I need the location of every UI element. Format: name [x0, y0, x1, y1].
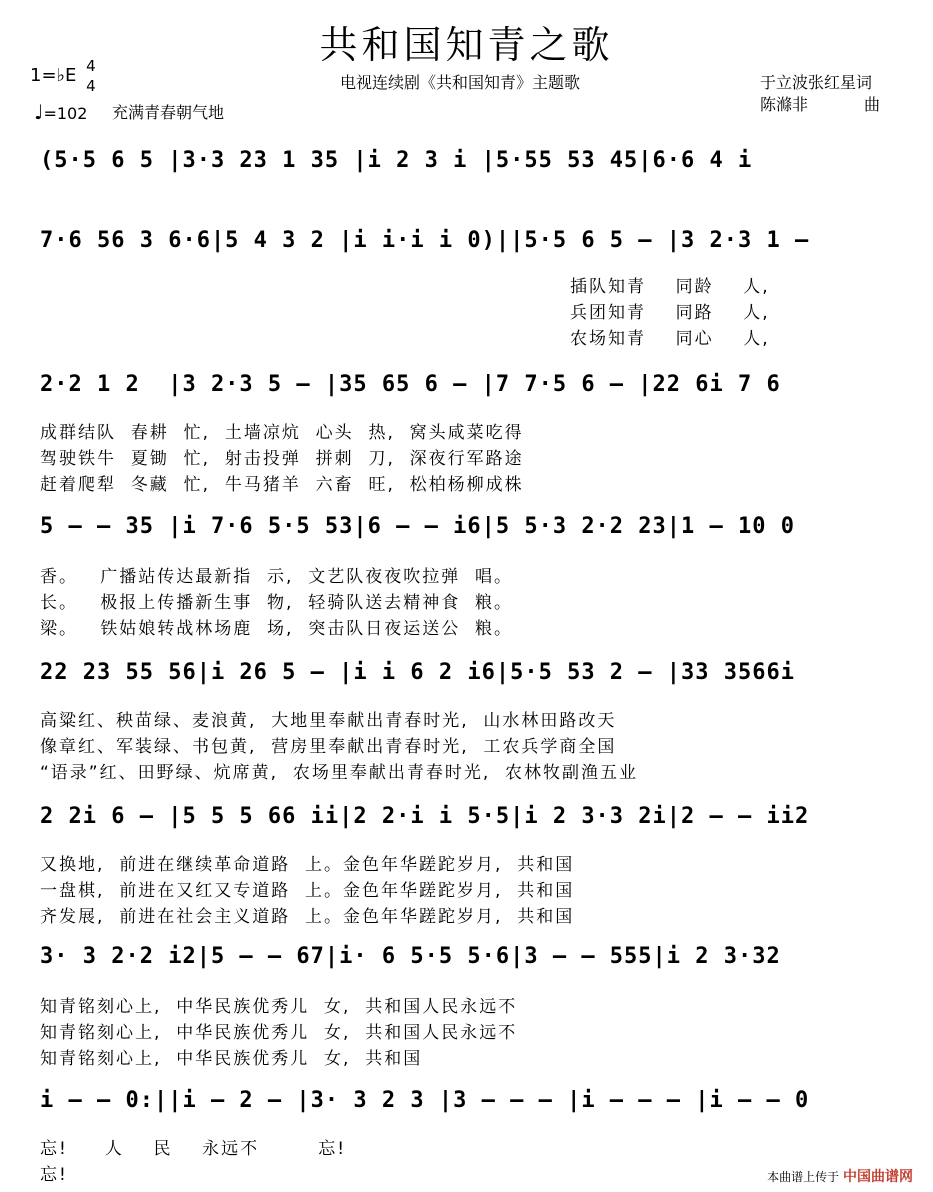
verse-intro-line: 插队知青 同龄 人,: [570, 277, 770, 297]
staff-line: 3· 3 2·2 i2|5 – – 67|i· 6 5·5 5·6|3 – – 555|i 2 3·32: [40, 944, 781, 969]
composer-credit: [760, 92, 900, 115]
composer-role: 曲: [863, 95, 880, 114]
tempo-marking: [34, 100, 87, 124]
staff-line: 2·2 1 2 |3 2·3 5 – |35 65 6 – |7 7·5 6 – |22 6i 7 6: [40, 372, 781, 397]
lyric-line: 又换地, 前进在继续革命道路 上。金色年华蹉跎岁月, 共和国: [40, 855, 575, 875]
upload-watermark: [767, 1166, 913, 1186]
lyric-line: 梁。 铁姑娘转战林场鹿 场, 突击队日夜运送公 粮。: [40, 619, 514, 639]
upload-text: 本曲谱上传于: [767, 1170, 840, 1184]
lyric-line: 忘! 人 民 永远不 忘!: [40, 1139, 347, 1159]
staff-line: 7·6 56 3 6·6|5 4 3 2 |i i·i i 0)||5·5 6 5 – |3 2·3 1 –: [40, 228, 810, 253]
staff-line: i – – 0:||i – 2 – |3· 3 2 3 |3 – – – |i – – – |i – – 0: [40, 1088, 810, 1113]
lyric-line: 齐发展, 前进在社会主义道路 上。金色年华蹉跎岁月, 共和国: [40, 907, 575, 927]
staff-line: 5 – – 35 |i 7·6 5·5 53|6 – – i6|5 5·3 2·2 23|1 – 10 0: [40, 514, 795, 539]
lyricist-credit: 于立波张红星词: [760, 73, 873, 92]
staff-line: 22 23 55 56|i 26 5 – |i i 6 2 i6|5·5 53 2 – |33 3566i: [40, 660, 795, 685]
lyric-line: 长。 极报上传播新生事 物, 轻骑队送去精神食 粮。: [40, 593, 514, 613]
staff-line: (5·5 6 5 |3·3 23 1 35 |i 2 3 i |5·55 53 45|6·6 4 i: [40, 148, 753, 173]
subtitle: 电视连续剧《共和国知青》主题歌: [340, 73, 581, 92]
time-bottom: 4: [86, 77, 96, 95]
lyric-line: 知青铭刻心上, 中华民族优秀儿 女, 共和国人民永远不: [40, 1023, 518, 1043]
tempo-value: =102: [43, 104, 88, 123]
lyric-line: 知青铭刻心上, 中华民族优秀儿 女, 共和国: [40, 1049, 423, 1069]
lyric-line: “语录”红、田野绿、炕席黄, 农场里奉献出青春时光, 农林牧副渔五业: [40, 763, 639, 783]
composer-name: 陈滌非: [760, 95, 809, 114]
lyric-line: 赶着爬犁 冬藏 忙, 牛马猪羊 六畜 旺, 松柏杨柳成株: [40, 475, 524, 495]
lyric-line: 一盘棋, 前进在又红又专道路 上。金色年华蹉跎岁月, 共和国: [40, 881, 575, 901]
site-logo: 中国曲谱网: [843, 1169, 913, 1185]
key-signature: [30, 56, 96, 96]
lyric-line: 高粱红、秧苗绿、麦浪黄, 大地里奉献出青春时光, 山水林田路改天: [40, 711, 617, 731]
lyric-line: 驾驶铁牛 夏锄 忙, 射击投弹 拼刺 刀, 深夜行军路途: [40, 449, 524, 469]
verse-intro-line: 农场知青 同心 人,: [570, 329, 770, 349]
expression-marking: 充满青春朝气地: [112, 103, 225, 122]
lyric-line: 像章红、军装绿、书包黄, 营房里奉献出青春时光, 工农兵学商全国: [40, 737, 617, 757]
song-title: 共和国知青之歌: [319, 23, 614, 67]
time-signature: [86, 56, 96, 96]
quarter-note-icon: ♩: [34, 100, 44, 124]
lyric-line: 知青铭刻心上, 中华民族优秀儿 女, 共和国人民永远不: [40, 997, 518, 1017]
verse-intro-line: 兵团知青 同路 人,: [570, 303, 770, 323]
lyric-line: 忘!: [40, 1165, 68, 1185]
lyric-line: 香。 广播站传达最新指 示, 文艺队夜夜吹拉弹 唱。: [40, 567, 514, 587]
staff-line: 2 2i 6 – |5 5 5 66 ii|2 2·i i 5·5|i 2 3·3 2i|2 – – ii2: [40, 804, 810, 829]
key-label: 1=♭E: [30, 65, 77, 86]
lyric-line: 成群结队 春耕 忙, 土墙凉炕 心头 热, 窝头咸菜吃得: [40, 423, 524, 443]
time-top: 4: [86, 57, 96, 75]
